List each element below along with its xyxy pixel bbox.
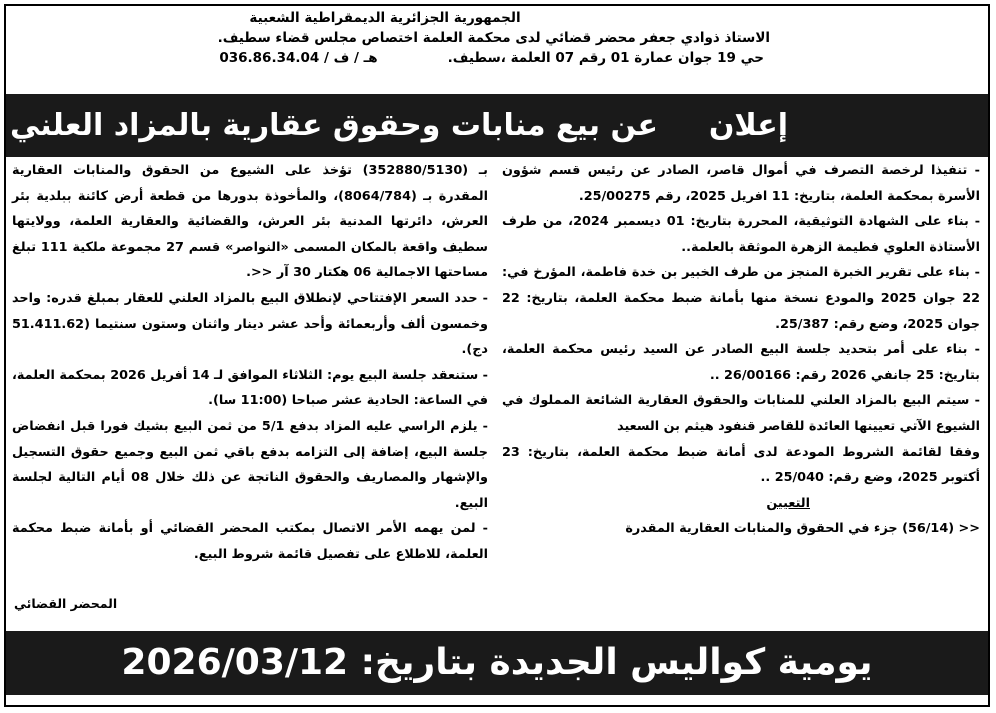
paragraph: - يلزم الراسي عليه المزاد بدفع 5/1 من ثمن البيع بشيك فورا قبل انفضاض جلسة البيع، إضافة إلى التزامه بدفع باقي ثمن البيع وجميع حقوق التسجيل والإشهار والمصاريف والحقوق الناتجة عن ذلك خلال 08 أيام التالية لجلسة البيع. xyxy=(12,418,488,511)
paragraph: - بناء على أمر بتحديد جلسة البيع الصادر عن السيد رئيس محكمة العلمة، بتاريخ: 25 جانفي 2026 رقم: 26/00166 .. xyxy=(502,342,980,383)
designation-text: << (56/14) جزء في الحقوق والمنابات العقارية المقدرة xyxy=(625,521,980,537)
left-column xyxy=(12,158,488,568)
right-column xyxy=(502,158,980,542)
paragraph: بـ (352880/5130) تؤخذ على الشيوع من الحقوق والمنابات العقارية المقدرة بـ (8064/784)، والمأخوذة بدورها من قطعة أرض كائنة ببلدية بئر العرش، دائرتها المدنية بئر العرش، والقضائية والعقارية العلمة، وولايتها سطيف واقعة بالمكان المسمى «النواصر» قسم 27 مجموعة ملكية 111 تبلغ مساحتها الاجمالية 06 هكتار 30 آر <<. xyxy=(12,163,488,281)
office-address: حي 19 جوان عمارة 01 رقم 07 العلمة ،سطيف. xyxy=(447,50,764,66)
paragraph: - بناء على الشهادة التوثيقية، المحررة بتاريخ: 01 ديسمبر 2024، من طرف الأستاذة العلوي فطيمة الزهرة الموثقة بالعلمة.. xyxy=(502,214,981,255)
paragraph: - بناء على تقرير الخبرة المنجز من طرف الخبير بن خدة فاطمة، المؤرخ في: 22 جوان 2025 والمودع نسخة منها بأمانة ضبط محكمة العلمة، بتاريخ: 22 جوان 2025، وضع رقم: 25/387. xyxy=(502,265,980,332)
bailiff-header xyxy=(150,8,770,68)
announcement-title: عن بيع منابات وحقوق عقارية بالمزاد العلني xyxy=(9,108,658,143)
announcement-label: إعلان xyxy=(708,108,788,143)
paragraph: وفقا لقائمة الشروط المودعة لدى أمانة ضبط محكمة العلمة، بتاريخ: 23 أكتوبر 2025، وضع رقم: 25/040 .. xyxy=(502,444,980,486)
phone-fax: هـ / ف / 036.86.34.04 xyxy=(219,50,378,66)
signature: المحضر القضائي xyxy=(14,596,118,611)
designation-heading: التعيين xyxy=(766,495,810,511)
contact-line xyxy=(150,48,770,68)
paragraph: - لمن يهمه الأمر الاتصال بمكتب المحضر القضائي أو بأمانة ضبط محكمة العلمة، للاطلاع على تفصيل قائمة شروط البيع. xyxy=(12,521,488,562)
paragraph: - سيتم البيع بالمزاد العلني للمنابات والحقوق العقارية الشائعة المملوك في الشيوع الآتي تعيينها العائدة للقاصر قنفود هيثم بن السعيد xyxy=(502,393,980,434)
paragraph: - حدد السعر الإفتتاحي لإنطلاق البيع بالمزاد العلني للعقار بمبلغ قدره: واحد وخمسون ألف وأربعمائة وأحد عشر دينار واثنان وستون سنتيما (51.411.62 دج). xyxy=(12,290,488,358)
paragraph: - تنفيذا لرخصة التصرف في أموال قاصر، الصادر عن رئيس قسم شؤون الأسرة بمحكمة العلمة، بتاريخ: 11 افريل 2025، رقم 25/00275. xyxy=(502,163,980,204)
republic-title: الجمهورية الجزائرية الديمقراطية الشعبية xyxy=(249,10,521,26)
publication-footer: يومية كواليس الجديدة بتاريخ: 2026/03/12 xyxy=(6,631,988,695)
announcement-banner xyxy=(6,94,988,157)
bailiff-name: الاستاذ ذوادي جعفر محضر قضائي لدى محكمة العلمة اختصاص مجلس قضاء سطيف. xyxy=(217,30,770,46)
paragraph: - ستنعقد جلسة البيع يوم: الثلاثاء الموافق لـ 14 أفريل 2026 بمحكمة العلمة، في الساعة: الحادية عشر صباحا (11:00 سا). xyxy=(12,367,488,409)
